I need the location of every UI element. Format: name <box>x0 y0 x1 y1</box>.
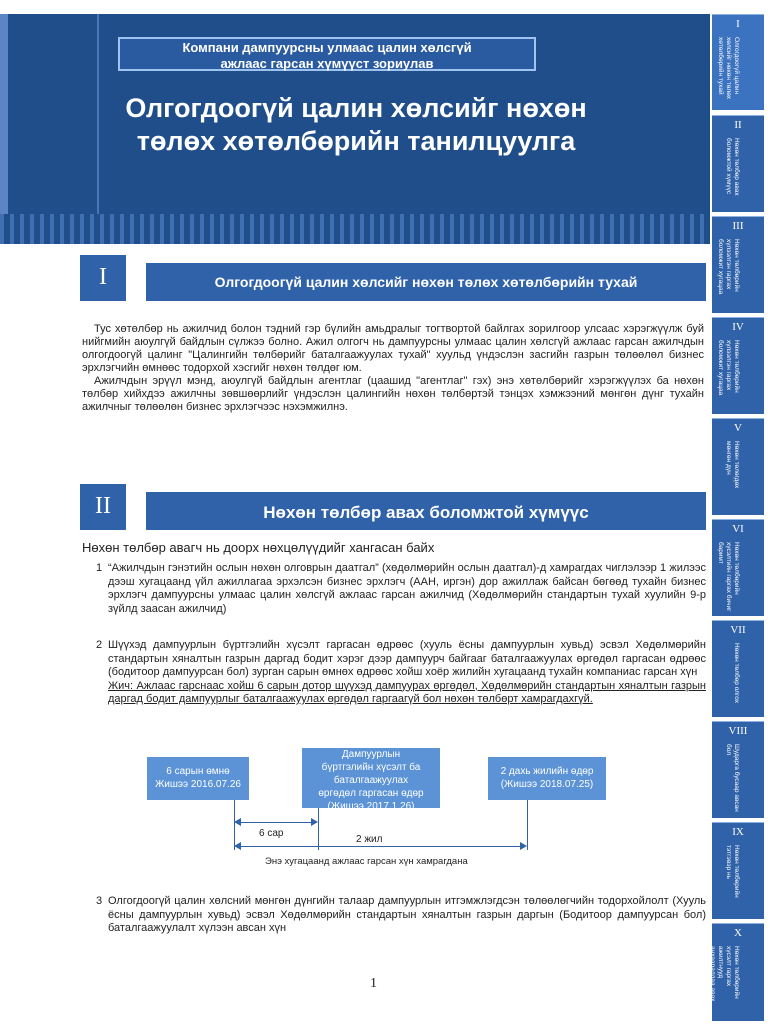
tab-label: Шударга бусаар авсан бол <box>725 744 740 812</box>
banner-stripes <box>0 214 710 244</box>
tab-section-3[interactable] <box>712 216 764 313</box>
banner-left-bar <box>0 14 8 244</box>
list-item-1 <box>96 562 706 616</box>
timeline-span-6-months-label: 6 сар <box>259 828 284 839</box>
tab-label: Нөхөн төлбөрийн хүлээлгэн гаргах боломжит хугацаа <box>717 340 740 396</box>
timeline-box-2-line-2: бүртгэлийн хүсэлт ба <box>321 762 421 773</box>
section-2-intro: Нөхөн төлбөр авагч нь доорх нөхцөлүүдийг хангасан байх <box>82 540 435 555</box>
arrow-right-icon <box>311 818 318 826</box>
section-tabs <box>701 14 764 1020</box>
tab-label: Нөхөн төлбөр авах боломжтой хүмүүс <box>725 138 740 196</box>
tab-label: Нөхөн төлбөрийн тэтгэвэр нь <box>725 845 740 898</box>
tab-label: Нөхөн төлбөрийн хүлээлгэн гаргах боломжит хугацаа <box>717 239 740 295</box>
tab-section-7[interactable] <box>712 620 764 717</box>
tab-section-10[interactable] <box>701 923 764 1021</box>
tab-section-5[interactable] <box>712 418 764 515</box>
tab-number: VIII <box>728 725 748 737</box>
timeline-box-filing-date <box>302 748 440 812</box>
list-item-text: Шүүхэд дампуурлын бүртгэлийн хүсэлт гаргасан өдрөөс (хууль ёсны дампуурлын хувьд) эсвэл Хөдөлмөрийн стандартын хяналтын газрын даргад бодит хэрэг дээр дампуурч байгааг баталгаажуулах өргөдөл гаргасан өдрөөс (бодитоор дампуурсан бол) зурган сарын өмнөх өдрөөс хойш хоёр жилийн хугацаанд тухайн компаниас гарсан хүн <box>108 639 706 678</box>
timeline-box-1-line-2: Жишээ 2016.07.26 <box>155 779 241 790</box>
list-item-3 <box>96 895 706 936</box>
timeline-span-2-years-label: 2 жил <box>356 834 383 845</box>
list-item-2 <box>96 639 706 707</box>
list-item-number: 2 <box>96 639 103 651</box>
tab-number: IV <box>732 321 744 333</box>
section-2-title: Нөхөн төлбөр авах боломжтой хүмүүс <box>146 492 706 530</box>
list-item-text: “Ажилчдын гэнэтийн ослын нөхөн олговрын даатгал” (хөдөлмөрийн ослын даатгал)-д хамрагдах чиглэлээр 1 жилээс дээш хугацаанд үйл ажиллагаа эрхэлсэн бизнес эрхлэгч (ААН, иргэн) дор ажиллаж байсан бөгөөд тухайн бизнес эрхлэгч дампуурсны улмаас цалин хөлсгүй ажлаас гарсан ажилчид (Хөдөлмөрийн стандартын тухай хуулийн 9-р зүйлд заасан ажилчид) <box>108 562 706 615</box>
timeline-box-3-line-1: 2 дахь жилийн өдөр <box>500 766 594 777</box>
section-1-paragraph-1: Тус хөтөлбөр нь ажилчид болон тэдний гэр бүлийн амьдралыг тогтвортой байлгах зорилгоор улсаас хэрэгжүүлж буй нийгмийн аюулгүй байдлын сүлжээ болно. Ажил олгогч нь дампуурсны улмаас цалин хөлсгүй ажлаас гарсан ажилчдын олгогдоогүй цалинг "Цалингийн төлбөрийг баталгаажуулах тухай" хуульд үндэслэн засгийн газрын төлөөлөл бизнес эрхлэгчийн өмнөөс тодорхой хэсгийг нөхөн төлдөг юм. <box>82 323 704 374</box>
section-1-title: Олгогдоогүй цалин хөлсийг нөхөн төлөх хөтөлбөрийн тухай <box>146 263 706 301</box>
tab-number: III <box>732 220 744 232</box>
tab-number: VII <box>730 624 746 636</box>
tab-number: II <box>734 119 742 131</box>
subtitle-box <box>118 37 536 71</box>
section-1-body <box>82 323 704 414</box>
tab-number: I <box>736 18 740 30</box>
timeline-box-3-line-2: (Жишээ 2018.07.25) <box>500 779 594 790</box>
tab-section-2[interactable] <box>712 115 764 212</box>
timeline-span-6-months <box>240 822 312 823</box>
section-2-number: II <box>80 484 126 530</box>
arrow-right-icon <box>520 842 527 850</box>
tab-number: IX <box>732 826 744 838</box>
timeline-box-2-line-4: өргөдөл гаргасан өдөр <box>318 788 424 799</box>
tab-number: VI <box>732 523 744 535</box>
timeline-box-1-line-1: 6 сарын өмнө <box>166 766 230 777</box>
tab-section-4[interactable] <box>712 317 764 414</box>
list-item-number: 1 <box>96 562 103 574</box>
list-item-note: Жич: Ажлаас гарснаас хойш 6 сарын дотор шүүхэд дампуурах өргөдөл, Хөдөлмөрийн стандартын хяналтын газрын даргад бодит дампуурлыг баталгаажуулах өргөдөл гаргаагүй бол нөхөн төлбөрт хамрагдахгүй. <box>108 679 706 705</box>
list-item-text: Олгогдоогүй цалин хөлсний мөнгөн дүнгийн талаар дампуурлын итгэмжлэгдсэн төлөөлөгчийн тодорхойлолт (Хууль ёсны дампуурлын хувьд) эсвэл Хөдөлмөрийн стандартын хяналтын газрын даргын (Бодитоор дампуурсан бол) баталгаажуулалт хүлээн авсан хүн <box>108 895 706 934</box>
timeline-box-6-months <box>147 757 249 800</box>
subtitle-line-1: Компани дампуурсны улмаас цалин хөлсгүй <box>182 40 472 55</box>
tab-label: Нөхөн төлбөрийн хүсэлтийн гаргах бичиг баримт <box>717 542 740 612</box>
section-1-paragraph-2: Ажилчдын эрүүл мэнд, аюулгүй байдлын агентлаг (цаашид "агентлаг" гэх) энэ хөтөлбөрийг хэрэгжүүлэх ба нөхөн төлбөр хийхдээ ажилчны зөвшөөрлийг үндэслэн цалингийн нөхөн төлбөртэй тэнцэх хэмжээний мөнгөн дүнг тухайн ажилчныг төлөөлөн бизнес эрхлэгчээс нэхэмжилнэ. <box>82 375 704 413</box>
tab-label: Нөхөн төлөгдөх мөнгөн дүн <box>725 441 740 489</box>
timeline-marker-filing <box>318 808 319 850</box>
tab-label: Нөхөн төлбөрийн хүсэлт гаргах ажилтнууд анхааралдаа авах зүйлс <box>701 946 740 1002</box>
page-title <box>96 92 616 158</box>
subtitle-line-2: ажлаас гарсан хүмүүст зориулав <box>220 56 434 71</box>
title-line-1: Олгогдоогүй цалин хөлсийг нөхөн <box>125 93 587 123</box>
tab-section-8[interactable] <box>712 721 764 818</box>
timeline-box-2-line-5: (Жишээ 2017.1.26) <box>327 801 415 812</box>
list-item-number: 3 <box>96 895 103 907</box>
timeline-caption: Энэ хугацаанд ажлаас гарсан хүн хамрагдана <box>265 856 468 867</box>
tab-label: Нөхөн төлбөр олгох <box>733 643 740 703</box>
timeline-box-2-years <box>488 757 606 800</box>
tab-number: X <box>734 927 742 939</box>
tab-section-6[interactable] <box>712 519 764 616</box>
tab-section-1[interactable] <box>712 14 764 110</box>
arrow-left-icon <box>234 818 241 826</box>
arrow-left-icon <box>234 842 241 850</box>
title-line-2: төлөх хөтөлбөрийн танилцуулга <box>136 126 576 156</box>
tab-section-9[interactable] <box>712 822 764 919</box>
timeline-span-2-years <box>240 846 521 847</box>
timeline-box-2-line-1: Дампуурлын <box>341 749 401 760</box>
timeline-marker-end <box>527 800 528 850</box>
section-1-number: I <box>80 255 126 301</box>
page-number: 1 <box>370 976 377 991</box>
timeline-box-2-line-3: баталгаажуулах <box>333 775 409 786</box>
tab-label: Олгогдоогүй цалин хөлсийг нөхөн төлөх хөтөлбөрийн тухай <box>717 37 740 100</box>
tab-number: V <box>734 422 742 434</box>
